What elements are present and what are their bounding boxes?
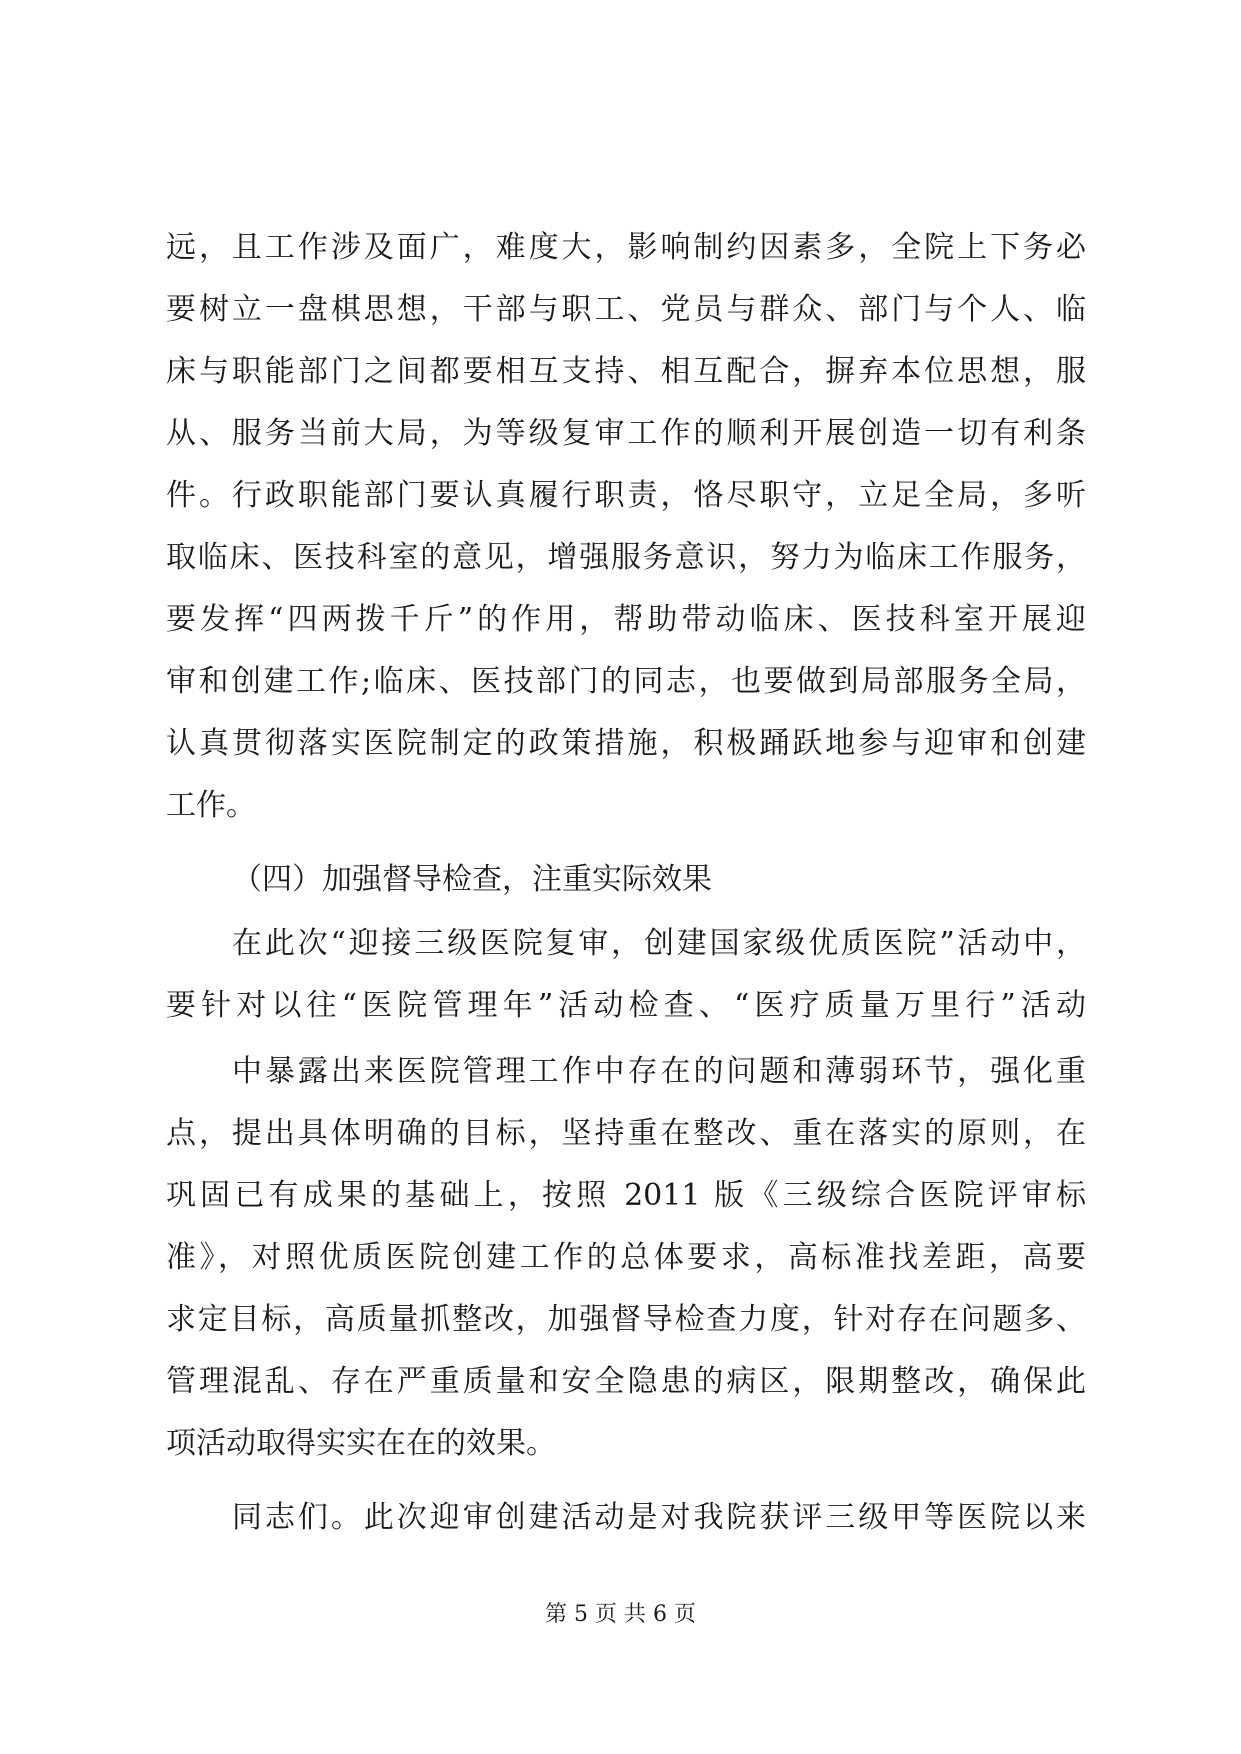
body-text-line: 工作。 [166,788,256,823]
body-text-line: 求定目标，高质量抓整改，加强督导检查力度，针对存在问题多、 [166,1302,1086,1337]
body-text-line: 要发挥“四两拨千斤”的作用，帮助带动临床、医技科室开展迎 [166,602,1086,637]
body-text-line: 管理混乱、存在严重质量和安全隐患的病区，限期整改，确保此 [166,1364,1086,1399]
body-text-line: 认真贯彻落实医院制定的政策措施，积极踊跃地参与迎审和创建 [166,726,1086,761]
body-text-line: 从、服务当前大局，为等级复审工作的顺利开展创造一切有利条 [166,416,1086,451]
body-text-line: 在此次“迎接三级医院复审，创建国家级优质医院”活动中， [232,926,1086,961]
body-text-line: 中暴露出来医院管理工作中存在的问题和薄弱环节，强化重 [232,1054,1086,1089]
body-text-line: 件。行政职能部门要认真履行职责，恪尽职守，立足全局，多听 [166,478,1086,513]
body-text-line: 审和创建工作;临床、医技部门的同志，也要做到局部服务全局， [166,664,1086,699]
body-text-line: 取临床、医技科室的意见，增强服务意识，努力为临床工作服务， [166,540,1086,575]
body-text-line: 点，提出具体明确的目标，坚持重在整改、重在落实的原则，在 [166,1116,1086,1151]
body-text-line: 项活动取得实实在在的效果。 [166,1426,556,1461]
body-text-line: 同志们。此次迎审创建活动是对我院获评三级甲等医院以来 [232,1500,1086,1535]
body-text-line: 准》，对照优质医院创建工作的总体要求，高标准找差距，高要 [166,1240,1086,1275]
body-text-line: 巩固已有成果的基础上，按照 2011 版《三级综合医院评审标 [166,1178,1086,1213]
body-text-line: 远，且工作涉及面广，难度大，影响制约因素多，全院上下务必 [166,230,1086,265]
page-number: 第 5 页 共 6 页 [545,1602,696,1627]
body-text-line: 要树立一盘棋思想，干部与职工、党员与群众、部门与个人、临 [166,292,1086,327]
body-text-line: 要针对以往“医院管理年”活动检查、“医疗质量万里行”活动 [166,988,1086,1023]
section-heading: （四）加强督导检查，注重实际效果 [232,862,712,897]
body-text-line: 床与职能部门之间都要相互支持、相互配合，摒弃本位思想，服 [166,354,1086,389]
